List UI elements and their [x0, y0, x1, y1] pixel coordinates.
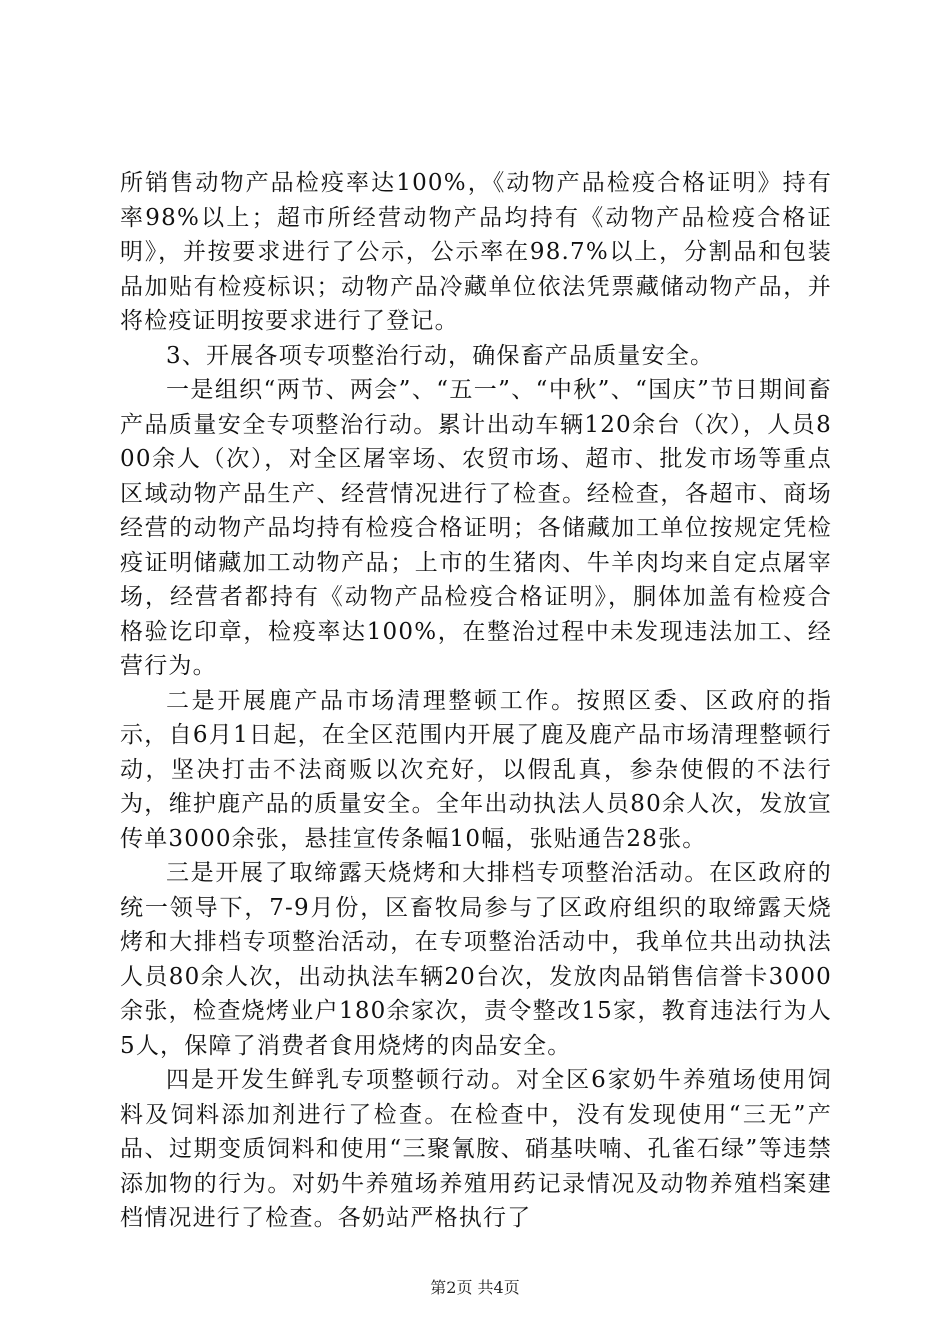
page-footer: 第2页 共4页	[430, 1278, 520, 1297]
paragraph-continuation: 所销售动物产品检疫率达100%，《动物产品检疫合格证明》持有率98%以上；超市所经营动物产品均持有《动物产品检疫合格证明》，并按要求进行了公示，公示率在98.7%以上，分割品和包装品加贴有检疫标识；动物产品冷藏单位依法凭票藏储动物产品，并将检疫证明按要求进行了登记。	[120, 170, 832, 334]
paragraph-holiday-campaign: 一是组织“两节、两会”、“五一”、“中秋”、“国庆”节日期间畜产品质量安全专项整治行动。累计出动车辆120余台（次），人员800余人（次），对全区屠宰场、农贸市场、超市、批发市场等重点区域动物产品生产、经营情况进行了检查。经检查，各超市、商场经营的动物产品均持有检疫合格证明；各储藏加工单位按规定凭检疫证明储藏加工动物产品；上市的生猪肉、牛羊肉均来自定点屠宰场，经营者都持有《动物产品检疫合格证明》，胴体加盖有检疫合格验讫印章，检疫率达100%，在整治过程中未发现违法加工、经营行为。	[120, 377, 832, 679]
document-body	[120, 166, 832, 1236]
paragraph-outdoor-bbq: 三是开展了取缔露天烧烤和大排档专项整治活动。在区政府的统一领导下，7-9月份，区畜牧局参与了区政府组织的取缔露天烧烤和大排档专项整治活动，在专项整治活动中，我单位共出动执法人员80余人次，出动执法车辆20台次，发放肉品销售信誉卡3000余张，检查烧烤业户180余家次，责令整改15家，教育违法行为人5人，保障了消费者食用烧烤的肉品安全。	[120, 860, 832, 1059]
paragraph-deer-products: 二是开展鹿产品市场清理整顿工作。按照区委、区政府的指示，自6月1日起，在全区范围内开展了鹿及鹿产品市场清理整顿行动，坚决打击不法商贩以次充好，以假乱真，参杂使假的不法行为，维护鹿产品的质量安全。全年出动执法人员80余人次，发放宣传单3000余张，悬挂宣传条幅10幅，张贴通告28张。	[120, 687, 832, 852]
section-heading: 3、开展各项专项整治行动，确保畜产品质量安全。	[166, 342, 715, 369]
paragraph-fresh-milk: 四是开发生鲜乳专项整顿行动。对全区6家奶牛养殖场使用饲料及饲料添加剂进行了检查。在检查中，没有发现使用“三无”产品、过期变质饲料和使用“三聚氰胺、硝基呋喃、孔雀石绿”等违禁添加物的行为。对奶牛养殖场养殖用药记录情况及动物养殖档案建档情况进行了检查。各奶站严格执行了	[120, 1067, 832, 1231]
